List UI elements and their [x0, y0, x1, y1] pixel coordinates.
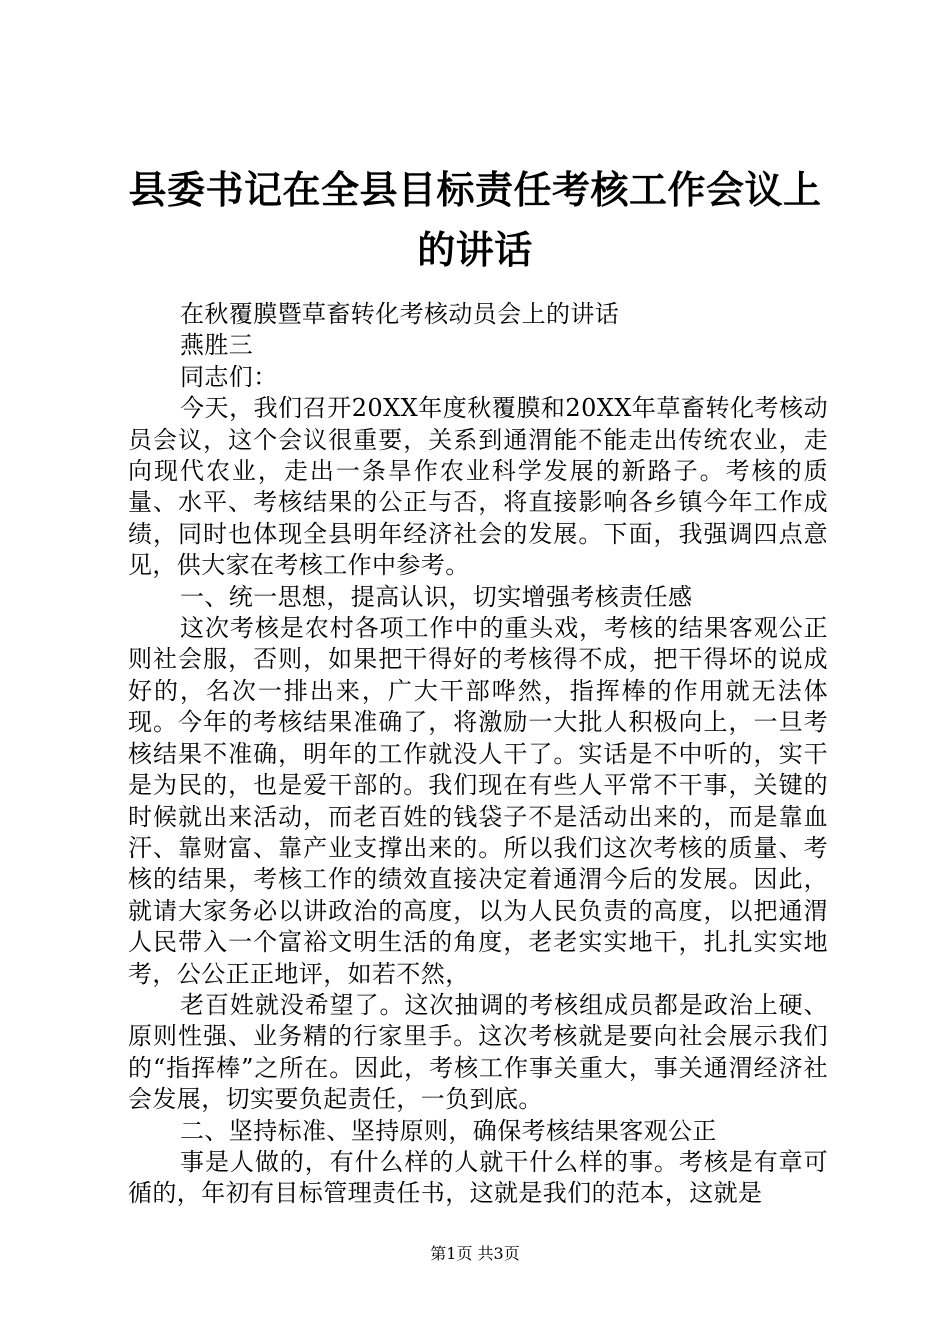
salutation: 同志们：	[180, 362, 278, 391]
section-heading-1: 一、统一思想，提高认识，切实增强考核责任感	[180, 582, 693, 611]
document-subtitle: 在秋覆膜暨草畜转化考核动员会上的讲话	[180, 300, 620, 328]
paragraph-section-1: 这次考核是农村各项工作中的重头戏，考核的结果客观公正则社会服，否则，如果把干得好的考核得不成，把干得坏的说成好的，名次一排出来，广大干部哗然，指挥棒的作用就无法体现。今年的考核结果准确了，将激励一大批人积极向上，一旦考核结果不准确，明年的工作就没人干了。实话是不中听的，实干是为民的，也是爱干部的。我们现在有些人平常不干事，关键的时候就出来活动，而老百姓的钱袋子不是活动出来的，而是靠血汗、靠财富、靠产业支撑出来的。所以我们这次考核的质量、考核的结果，考核工作的绩效直接决定着通渭今后的发展。因此，就请大家务必以讲政治的高度，以为人民负责的高度，以把通渭人民带入一个富裕文明生活的角度，老老实实地干，扎扎实实地考，公公正正地评，如若不然，	[128, 614, 828, 988]
page-footer: 第1页 共3页	[430, 1244, 520, 1263]
paragraph-section-1-continued: 老百姓就没希望了。这次抽调的考核组成员都是政治上硬、原则性强、业务精的行家里手。这次考核就是要向社会展示我们的“指挥棒”之所在。因此，考核工作事关重大，事关通渭经济社会发展，切实要负起责任，一负到底。	[128, 990, 828, 1114]
paragraph-intro: 今天，我们召开20XX年度秋覆膜和20XX年草畜转化考核动员会议，这个会议很重要，关系到通渭能不能走出传统农业，走向现代农业，走出一条旱作农业科学发展的新路子。考核的质量、水平、考核结果的公正与否，将直接影响各乡镇今年工作成绩，同时也体现全县明年经济社会的发展。下面，我强调四点意见，供大家在考核工作中参考。	[128, 394, 828, 580]
paragraph-section-2: 事是人做的，有什么样的人就干什么样的事。考核是有章可循的，年初有目标管理责任书，这就是我们的范本，这就是	[128, 1147, 828, 1208]
document-body	[128, 299, 828, 1210]
document-title: 县委书记在全县目标责任考核工作会议上的讲话	[128, 168, 822, 272]
section-heading-2: 二、坚持标准、坚持原则，确保考核结果客观公正	[180, 1116, 717, 1145]
speaker-name: 燕胜三	[180, 331, 254, 360]
